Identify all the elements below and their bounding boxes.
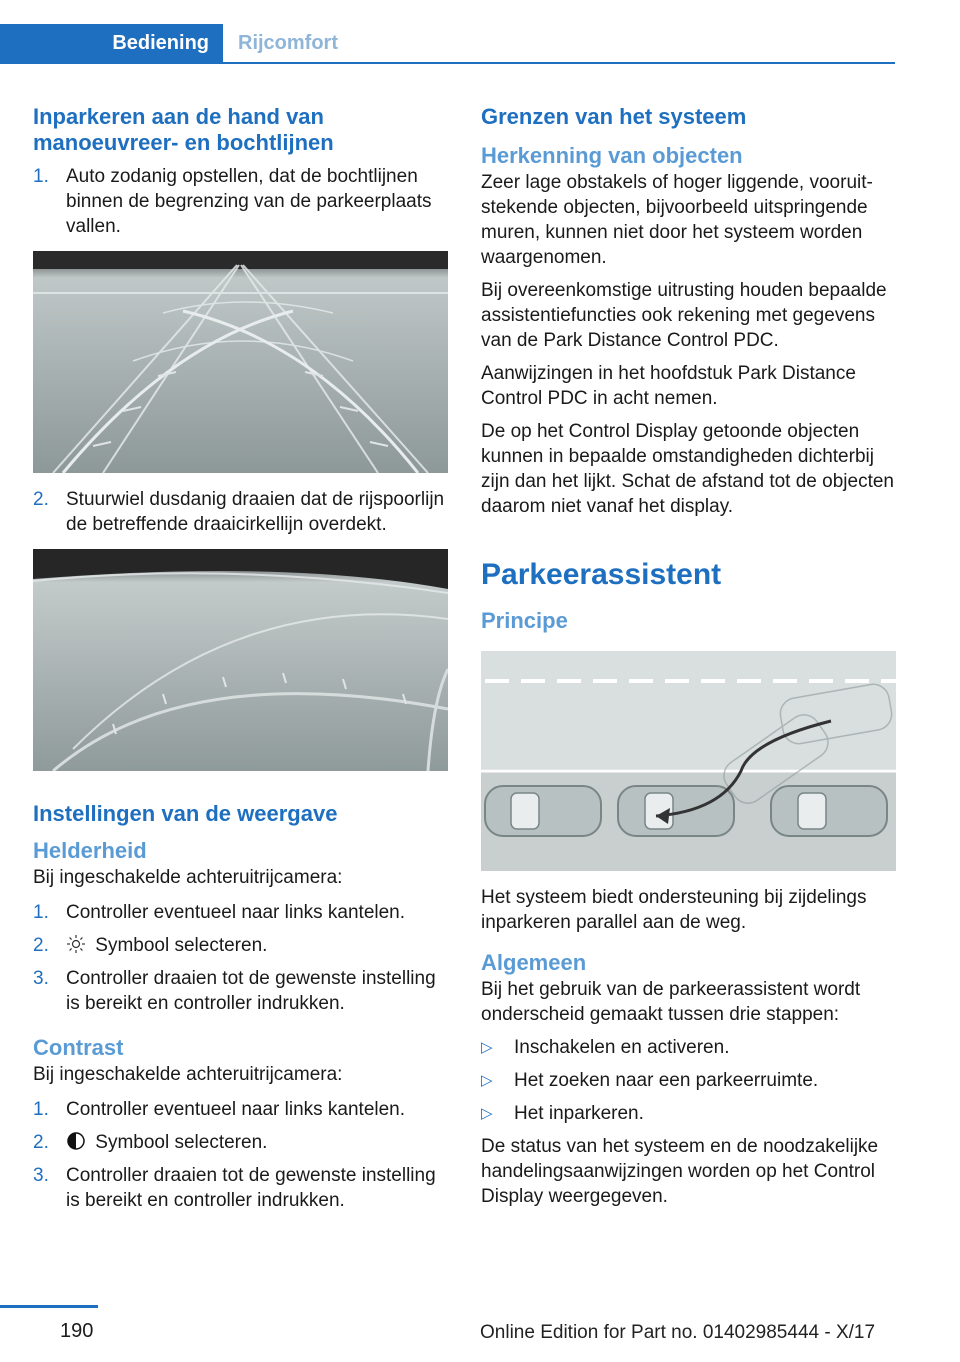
step-number: 3. [33,968,49,989]
tab-rijcomfort[interactable]: Rijcomfort [238,32,338,54]
bullet-text: Inschakelen en activeren. [514,1037,730,1058]
section-title-park-assistant: Parkeerassistent [481,558,722,591]
page-number: 190 [60,1320,94,1342]
list-item [481,1101,896,1126]
subsection-title-object-detection: Herkenning van objecten [481,143,743,168]
tab-bediening[interactable]: Bediening [0,24,223,62]
contrast-steps [33,1097,448,1213]
paragraph: Bij ingeschakelde achteruitrijcamera: [33,867,343,888]
figure-camera-view-turn-lines [33,251,448,473]
step-text: Controller eventueel naar links kantelen. [66,1099,406,1120]
bullet-list [481,1035,896,1126]
steps-list [33,164,448,239]
list-item [33,966,448,1016]
step-number: 2. [33,489,49,510]
subsection-title-contrast: Contrast [33,1035,124,1060]
section-title-system-limits: Grenzen van het systeem [481,104,747,129]
bullet-text: Het zoeken naar een parkeerruimte. [514,1070,819,1091]
step-number: 1. [33,902,49,923]
list-item [33,933,448,958]
paragraph: Aanwijzingen in het hoofdstuk Park Distance Control PDC in acht nemen. [481,363,856,409]
bullet-marker: ▷ [481,1039,493,1056]
bullet-marker: ▷ [481,1105,493,1122]
brightness-sun-icon [66,934,86,954]
section-title-display-settings: Instellingen van de weergave [33,801,338,826]
list-item [481,1068,896,1093]
list-item [33,487,448,537]
list-item [33,1097,448,1122]
footer-accent-line [0,1305,98,1308]
step-number: 2. [33,935,49,956]
step-number: 3. [33,1165,49,1186]
steps-list-2 [33,487,448,537]
step-text: Symbool selecteren. [95,935,268,956]
figure-camera-view-track-line [33,549,448,771]
bullet-marker: ▷ [481,1072,493,1089]
subsection-title-principle: Principe [481,608,568,633]
right-column [481,104,896,1209]
subsection-title-general: Algemeen [481,950,587,975]
paragraph: De status van het systeem en de noodzakelijke handelingsaanwijzingen worden op het Control Display weergegeven. [481,1136,879,1207]
step-text: Symbool selecteren. [95,1132,268,1153]
left-column [33,104,448,1221]
step-text: Controller draaien tot de gewenste instelling is bereikt en controller indrukken. [66,968,436,1014]
contrast-icon [66,1131,86,1151]
chapter-tabs [0,24,895,64]
step-text: Controller eventueel naar links kantelen. [66,902,406,923]
paragraph: De op het Control Display getoonde objecten kunnen in bepaalde omstandigheden dichterbij zijn dan het lijkt. Schat de afstand tot de objecten daarom niet vanaf het display. [481,421,894,517]
step-number: 2. [33,1132,49,1153]
section-title-parking-lines: Inparkeren aan de hand van manoeuvreer- en bochtlijnen [33,104,334,155]
brightness-steps [33,900,448,1016]
paragraph: Zeer lage obstakels of hoger liggende, vooruitstekende objecten, bijvoorbeeld uitspringende muren, kunnen niet door het systeem worden waargenomen. [481,172,873,268]
bullet-text: Het inparkeren. [514,1103,644,1124]
list-item [33,1130,448,1155]
step-text: Auto zodanig opstellen, dat de bochtlijnen binnen de begrenzing van de parkeerplaats vallen. [66,166,432,237]
paragraph: Het systeem biedt ondersteuning bij zijdelings inparkeren parallel aan de weg. [481,887,867,933]
figure-parallel-parking-diagram [481,651,896,871]
step-text: Controller draaien tot de gewenste instelling is bereikt en controller indrukken. [66,1165,436,1211]
paragraph: Bij ingeschakelde achteruitrijcamera: [33,1064,343,1085]
list-item [481,1035,896,1060]
subsection-title-brightness: Helderheid [33,838,147,863]
step-number: 1. [33,1099,49,1120]
paragraph: Bij het gebruik van de parkeerassistent wordt onderscheid gemaakt tussen drie stappen: [481,979,861,1025]
list-item [33,164,448,239]
step-text: Stuurwiel dusdanig draaien dat de rijspoorlijn de betreffende draaicirkellijn overdekt. [66,489,445,535]
list-item [33,900,448,925]
list-item [33,1163,448,1213]
edition-info: Online Edition for Part no. 01402985444 - X/17 [480,1322,876,1343]
paragraph: Bij overeenkomstige uitrusting houden bepaalde assistentiefuncties ook rekening met gegevens van de Park Distance Control PDC. [481,280,887,351]
step-number: 1. [33,166,49,187]
